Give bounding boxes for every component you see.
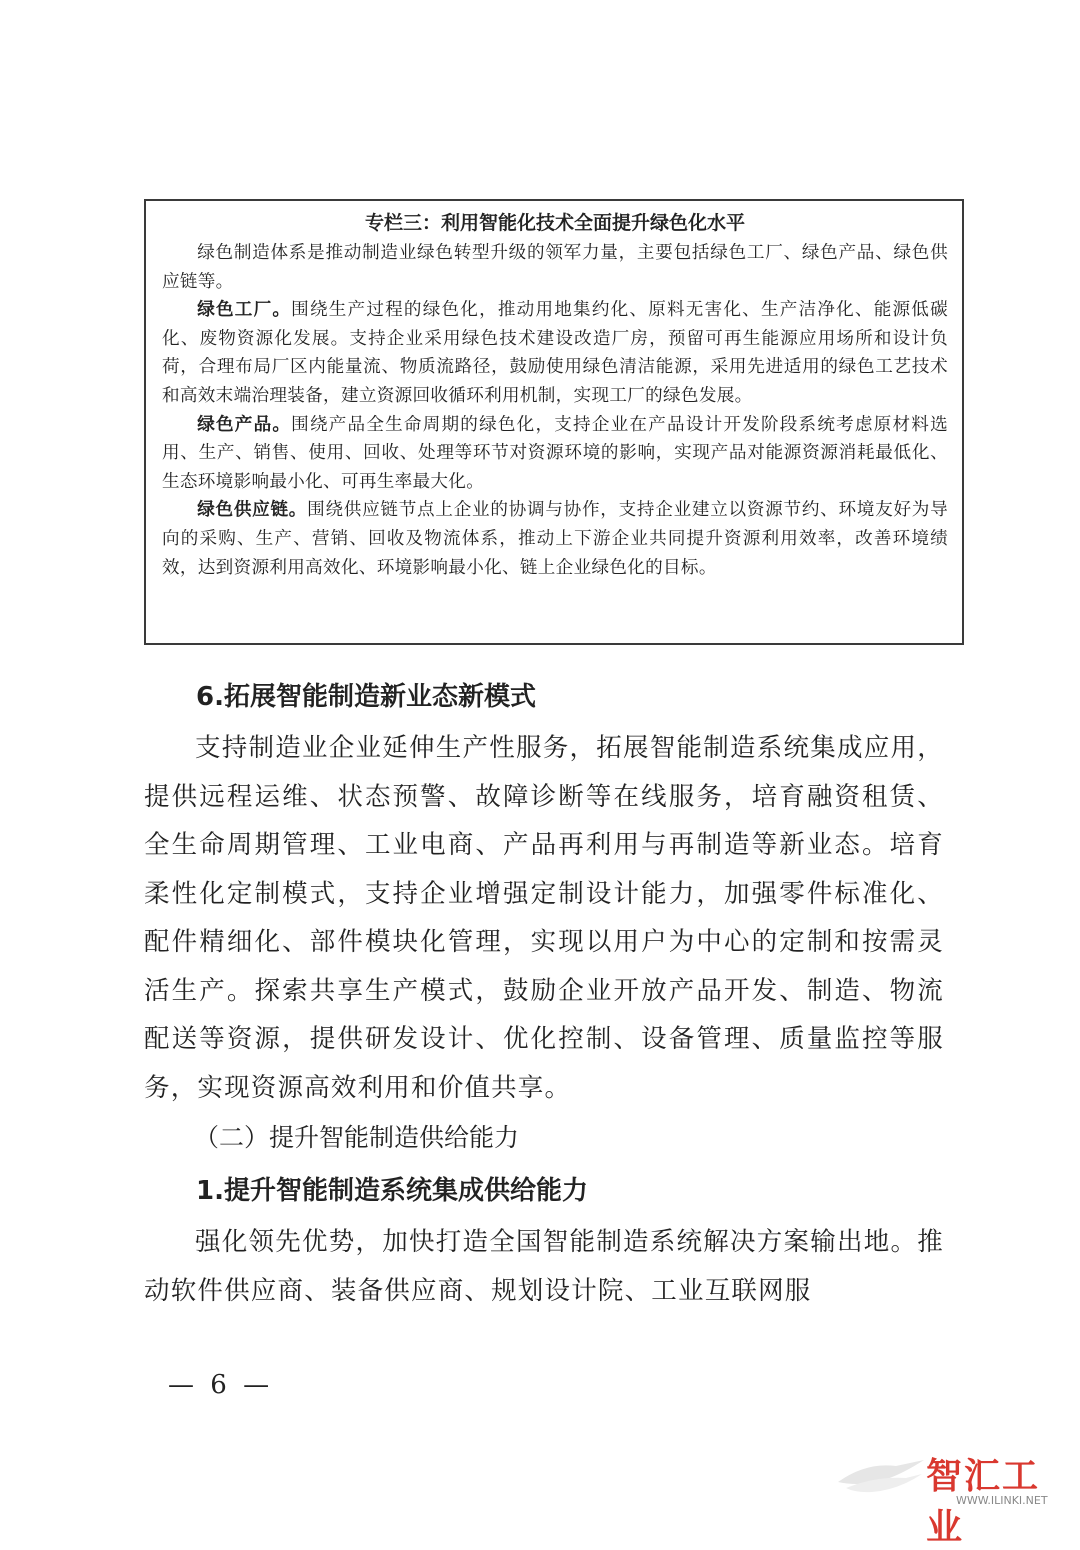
column-box xyxy=(144,199,964,645)
box-item-text: 围绕供应链节点上企业的协调与协作，支持企业建立以资源节约、环境友好为导向的采购、生产、营销、回收及物流体系，推动上下游企业共同提升资源利用效率，改善环境绩效，达到资源利用高效化、环境影响最小化、链上企业绿色化的目标。 xyxy=(162,500,948,578)
box-item-green-factory xyxy=(162,296,948,410)
watermark xyxy=(836,1438,1066,1548)
watermark-brand: 智汇工业 xyxy=(926,1456,1041,1548)
box-item-green-supply-chain xyxy=(162,496,948,582)
box-item-label: 绿色工厂。 xyxy=(197,300,292,321)
box-title: 专栏三：利用智能化技术全面提升绿色化水平 xyxy=(364,212,745,234)
page-number: — 6 — xyxy=(168,1370,274,1400)
box-item-text: 围绕产品全生命周期的绿色化，支持企业在产品设计开发阶段系统考虑原材料选用、生产、销售、使用、回收、处理等环节对资源环境的影响，实现产品对能源资源消耗最低化、生态环境影响最小化、可再生率最大化。 xyxy=(162,414,948,492)
section-heading: 6.拓展智能制造新业态新模式 xyxy=(196,682,536,712)
section-paragraph: 支持制造业企业延伸生产性服务，拓展智能制造系统集成应用，提供远程运维、状态预警、故障诊断等在线服务，培育融资租赁、全生命周期管理、工业电商、产品再利用与再制造等新业态。培育柔性化定制模式，支持企业增强定制设计能力，加强零件标准化、配件精细化、部件模块化管理，实现以用户为中心的定制和按需灵活生产。探索共享生产模式，鼓励企业开放产品开发、制造、物流配送等资源，提供研发设计、优化控制、设备管理、质量监控等服务，实现资源高效利用和价值共享。 xyxy=(144,733,944,1103)
watermark-url: WWW.ILINKI.NET xyxy=(956,1494,1048,1507)
box-item-label: 绿色产品。 xyxy=(197,414,292,435)
box-intro: 绿色制造体系是推动制造业绿色转型升级的领军力量，主要包括绿色工厂、绿色产品、绿色供应链等。 xyxy=(162,243,948,292)
main-content xyxy=(144,670,944,1315)
section-paragraph: 强化领先优势，加快打造全国智能制造系统解决方案输出地。推动软件供应商、装备供应商、规划设计院、工业互联网服 xyxy=(144,1227,944,1306)
watermark-logo-icon xyxy=(836,1452,926,1502)
box-item-green-product xyxy=(162,411,948,497)
chapter-heading: （二）提升智能制造供给能力 xyxy=(194,1123,520,1152)
section-heading: 1.提升智能制造系统集成供给能力 xyxy=(196,1176,588,1206)
box-item-label: 绿色供应链。 xyxy=(197,500,308,521)
box-item-text: 围绕生产过程的绿色化，推动用地集约化、原料无害化、生产洁净化、能源低碳化、废物资源化发展。支持企业采用绿色技术建设改造厂房，预留可再生能源应用场所和设计负荷，合理布局厂区内能量流、物质流路径，鼓励使用绿色清洁能源，采用先进适用的绿色工艺技术和高效末端治理装备，建立资源回收循环利用机制，实现工厂的绿色发展。 xyxy=(162,300,948,406)
